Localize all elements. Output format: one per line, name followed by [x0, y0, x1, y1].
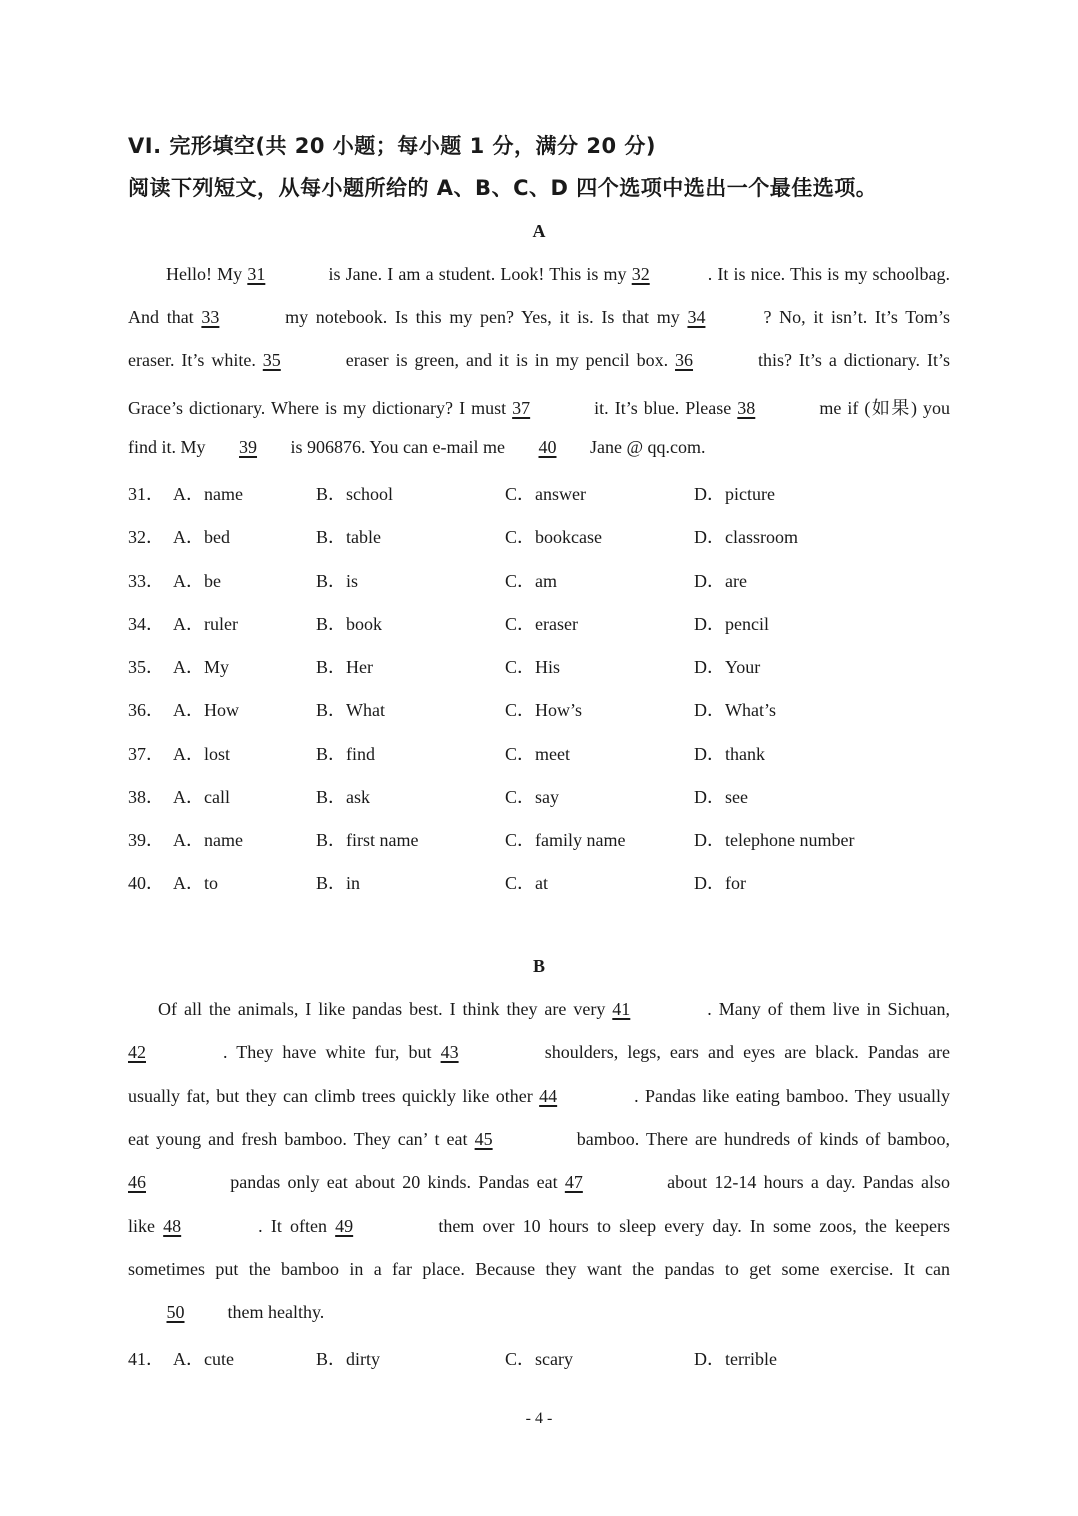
blank-43: 43	[440, 1042, 459, 1062]
blank-35: 35	[262, 350, 281, 370]
passage-text: . Many of them live in Sichuan,	[707, 999, 950, 1019]
passage-text: bamboo. There are hundreds of kinds of bamboo,	[569, 1129, 951, 1149]
blank-45: 45	[474, 1129, 493, 1149]
option-a[interactable]: A．name	[173, 484, 243, 504]
passage-line	[128, 350, 950, 371]
passage-text: . They have white fur, but	[223, 1042, 441, 1062]
question-number: 40．	[128, 873, 164, 893]
passage-text: about 12-14 hours a day. Pandas also	[659, 1172, 950, 1192]
option-b[interactable]: B．find	[316, 744, 376, 764]
blank-50: 50	[166, 1302, 185, 1322]
option-a[interactable]: A．lost	[173, 744, 231, 764]
option-d[interactable]: D．What’s	[694, 700, 776, 720]
passage-text: is Jane. I am a student. Look! This is my	[323, 264, 632, 284]
option-c[interactable]: C．at	[505, 873, 548, 893]
passage-text: my notebook. Is this my pen? Yes, it is. Is that my	[277, 307, 688, 327]
option-d[interactable]: D．telephone number	[694, 830, 855, 850]
blank-41: 41	[612, 999, 631, 1019]
blank-46: 46	[128, 1172, 146, 1192]
option-d[interactable]: D．see	[694, 787, 748, 807]
passage-text: find it. My	[128, 437, 211, 457]
passage-line	[166, 264, 950, 285]
passage-text: pandas only eat about 20 kinds. Pandas eat	[223, 1172, 565, 1192]
blank-34: 34	[687, 307, 706, 327]
option-a[interactable]: A．call	[173, 787, 230, 807]
passage-line	[128, 1042, 950, 1063]
blank-49: 49	[335, 1216, 354, 1236]
passage-line	[128, 307, 950, 328]
passage-text: is 906876. You can e-mail me	[286, 437, 510, 457]
option-b[interactable]: B．Her	[316, 657, 373, 677]
option-d[interactable]: D．classroom	[694, 527, 798, 547]
question-number: 39．	[128, 830, 164, 850]
option-a[interactable]: A．How	[173, 700, 239, 720]
passage-text: me if (如果) you	[813, 398, 950, 418]
passage-text: sometimes put the bamboo in a far place. Because they want the pandas to get some exercise. It can	[128, 1259, 950, 1279]
option-b[interactable]: B．school	[316, 484, 394, 504]
blank-39: 39	[239, 437, 258, 457]
blank-42: 42	[128, 1042, 146, 1062]
passage-text: like	[128, 1216, 164, 1236]
option-c[interactable]: C．scary	[505, 1349, 573, 1369]
passage-text: Jane @ qq.com.	[585, 437, 706, 457]
option-a[interactable]: A．cute	[173, 1349, 234, 1369]
passage-text: Hello! My	[166, 264, 248, 284]
option-c[interactable]: C．His	[505, 657, 561, 677]
question-number: 35．	[128, 657, 164, 677]
blank-33: 33	[201, 307, 220, 327]
option-d[interactable]: D．for	[694, 873, 746, 893]
question-number: 32．	[128, 527, 164, 547]
option-b[interactable]: B．is	[316, 571, 359, 591]
blank-40: 40	[538, 437, 557, 457]
option-a[interactable]: A．name	[173, 830, 243, 850]
option-d[interactable]: D．pencil	[694, 614, 769, 634]
blank-32: 32	[631, 264, 650, 284]
blank-38: 38	[737, 398, 756, 418]
question-number: 34．	[128, 614, 164, 634]
passage-text: And that	[128, 307, 202, 327]
option-d[interactable]: D．are	[694, 571, 747, 591]
option-c[interactable]: C．am	[505, 571, 557, 591]
passage-text: ? No, it isn’t. It’s Tom’s	[763, 307, 951, 327]
passage-a-title: A	[532, 221, 546, 241]
passage-line	[128, 394, 950, 420]
option-a[interactable]: A．My	[173, 657, 230, 677]
option-d[interactable]: D．terrible	[694, 1349, 777, 1369]
option-b[interactable]: B．ask	[316, 787, 370, 807]
page-number: - 4 -	[525, 1410, 553, 1427]
passage-line	[128, 1302, 950, 1323]
passage-text: Of all the animals, I like pandas best. I think they are very	[158, 999, 613, 1019]
question-number: 37．	[128, 744, 164, 764]
section-instruction: 阅读下列短文，从每小题所给的 A、B、C、D 四个选项中选出一个最佳选项。	[128, 176, 878, 200]
question-number: 38．	[128, 787, 164, 807]
blank-48: 48	[163, 1216, 182, 1236]
option-a[interactable]: A．bed	[173, 527, 230, 547]
option-b[interactable]: B．first name	[316, 830, 419, 850]
option-c[interactable]: C．meet	[505, 744, 570, 764]
option-a[interactable]: A．to	[173, 873, 218, 893]
passage-b-title: B	[532, 956, 545, 976]
section-title: VI. 完形填空(共 20 小题；每小题 1 分，满分 20 分)	[128, 134, 656, 158]
option-b[interactable]: B．table	[316, 527, 381, 547]
passage-text: them healthy.	[223, 1302, 325, 1322]
option-c[interactable]: C．How’s	[505, 700, 583, 720]
passage-text: . Pandas like eating bamboo. They usually	[634, 1086, 950, 1106]
blank-36: 36	[675, 350, 694, 370]
option-c[interactable]: C．family name	[505, 830, 626, 850]
passage-line	[128, 1172, 950, 1193]
passage-text: usually fat, but they can climb trees quickly like other	[128, 1086, 540, 1106]
passage-text: them over 10 hours to sleep every day. In some zoos, the keepers	[430, 1216, 950, 1236]
passage-text: it. It’s blue. Please	[588, 398, 738, 418]
option-d[interactable]: D．Your	[694, 657, 761, 677]
option-a[interactable]: A．ruler	[173, 614, 238, 634]
passage-text: shoulders, legs, ears and eyes are black. Pandas are	[535, 1042, 950, 1062]
option-c[interactable]: C．bookcase	[505, 527, 602, 547]
option-b[interactable]: B．in	[316, 873, 361, 893]
blank-47: 47	[564, 1172, 583, 1192]
question-number: 33．	[128, 571, 164, 591]
passage-line	[128, 1259, 950, 1280]
question-number: 41．	[128, 1349, 164, 1369]
passage-line	[128, 1129, 950, 1150]
option-d[interactable]: D．thank	[694, 744, 765, 764]
passage-text: Grace’s dictionary. Where is my dictionary? I must	[128, 398, 513, 418]
option-c[interactable]: C．eraser	[505, 614, 578, 634]
question-number: 31．	[128, 484, 164, 504]
passage-text: eraser. It’s white.	[128, 350, 263, 370]
passage-line	[128, 1086, 950, 1107]
option-d[interactable]: D．picture	[694, 484, 775, 504]
blank-37: 37	[512, 398, 531, 418]
option-b[interactable]: B．What	[316, 700, 385, 720]
passage-line	[158, 999, 950, 1020]
option-c[interactable]: C．say	[505, 787, 559, 807]
option-a[interactable]: A．be	[173, 571, 221, 591]
passage-line	[128, 1216, 950, 1237]
option-b[interactable]: B．book	[316, 614, 383, 634]
passage-text: . It often	[258, 1216, 336, 1236]
passage-text: . It is nice. This is my schoolbag.	[707, 264, 950, 284]
passage-text: eraser is green, and it is in my pencil box.	[338, 350, 676, 370]
question-number: 36．	[128, 700, 164, 720]
passage-text: eat young and fresh bamboo. They can’ t eat	[128, 1129, 475, 1149]
option-c[interactable]: C．answer	[505, 484, 586, 504]
blank-44: 44	[539, 1086, 558, 1106]
blank-31: 31	[247, 264, 266, 284]
passage-line	[128, 437, 950, 458]
option-b[interactable]: B．dirty	[316, 1349, 381, 1369]
passage-text: this? It’s a dictionary. It’s	[751, 350, 950, 370]
